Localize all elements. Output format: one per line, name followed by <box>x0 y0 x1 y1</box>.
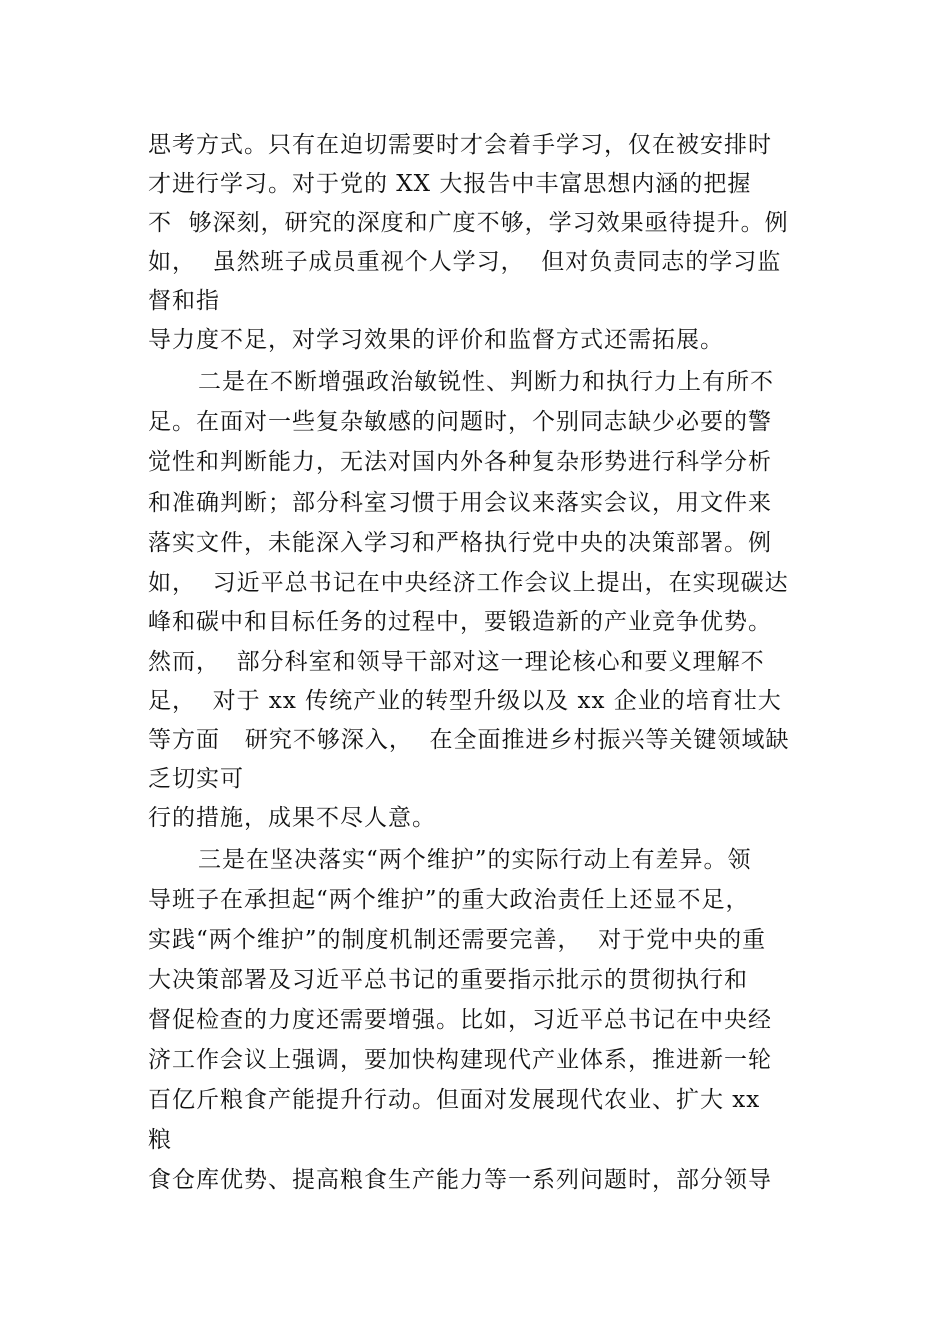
text-line: 才进行学习。对于党的 XX 大报告中丰富思想内涵的把握 <box>148 171 752 197</box>
text-line: 督和指 <box>148 288 220 314</box>
text-line: 落实文件，未能深入学习和严格执行党中央的决策部署。例 <box>148 530 772 556</box>
text-line: 食仓库优势、提高粮食生产能力等一系列问题时，部分领导 <box>148 1167 772 1193</box>
text-line: 如， 虽然班子成员重视个人学习， 但对负责同志的学习监 <box>148 249 782 275</box>
text-line: 思考方式。只有在迫切需要时才会着手学习，仅在被安排时 <box>148 132 772 158</box>
text-line: 如， 习近平总书记在中央经济工作会议上提出，在实现碳达 <box>148 570 789 596</box>
text-line: 等方面 研究不够深入， 在全面推进乡村振兴等关键领域缺 <box>148 727 790 753</box>
text-line: 足， 对于 xx 传统产业的转型升级以及 xx 企业的培育壮大 <box>148 688 782 714</box>
text-line: 济工作会议上强调，要加快构建现代产业体系，推进新一轮 <box>148 1047 772 1073</box>
text-line: 实践“两个维护”的制度机制还需要完善， 对于党中央的重 <box>148 927 767 953</box>
text-line: 峰和碳中和目标任务的过程中，要锻造新的产业竞争优势。 <box>148 609 772 635</box>
text-line: 不 够深刻，研究的深度和广度不够，学习效果亟待提升。例 <box>148 210 789 236</box>
text-line: 足。在面对一些复杂敏感的问题时，个别同志缺少必要的警 <box>148 409 772 435</box>
paragraph-start-line: 三是在坚决落实“两个维护”的实际行动上有差异。领 <box>198 847 752 873</box>
text-line: 然而， 部分科室和领导干部对这一理论核心和要义理解不 <box>148 649 765 675</box>
text-line: 乏切实可 <box>148 766 244 792</box>
text-line: 行的措施，成果不尽人意。 <box>148 805 436 831</box>
text-line: 百亿斤粮食产能提升行动。但面对发展现代农业、扩大 xx <box>148 1087 761 1113</box>
text-line: 觉性和判断能力，无法对国内外各种复杂形势进行科学分析 <box>148 449 772 475</box>
text-line: 大决策部署及习近平总书记的重要指示批示的贯彻执行和 <box>148 967 748 993</box>
text-line: 导班子在承担起“两个维护”的重大政治责任上还显不足， <box>148 887 750 913</box>
text-line: 导力度不足，对学习效果的评价和监督方式还需拓展。 <box>148 327 724 353</box>
text-line: 粮 <box>148 1127 172 1153</box>
text-line: 督促检查的力度还需要增强。比如，习近平总书记在中央经 <box>148 1007 772 1033</box>
text-line: 和准确判断；部分科室习惯于用会议来落实会议，用文件来 <box>148 490 772 516</box>
paragraph-start-line: 二是在不断增强政治敏锐性、判断力和执行力上有所不 <box>198 369 774 395</box>
